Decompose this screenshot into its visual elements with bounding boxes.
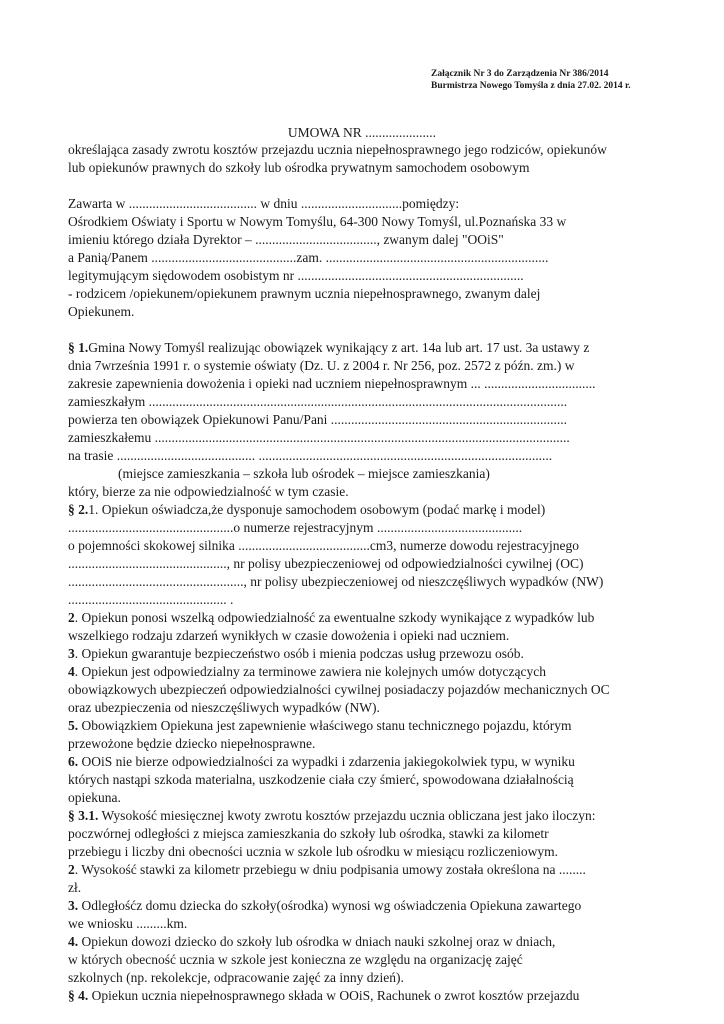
- body-line: [68, 771, 668, 789]
- line-text: poczwórnej odległości z miejsca zamieszkania do szkoły lub ośrodka, stawki za kilometr: [68, 826, 549, 841]
- paragraph-number: 6.: [68, 754, 79, 769]
- line-text: Gmina Nowy Tomyśl realizując obowiązek wynikający z art. 14a lub art. 17 ust. 3a ustawy z: [88, 340, 590, 355]
- line-text: Zawarta w ...................................... w dniu ..............................pomiędzy:: [68, 196, 460, 211]
- line-text: oraz ubezpieczenia od nieszczęśliwych wypadków (NW).: [68, 700, 380, 715]
- header-note-line-1: Załącznik Nr 3 do Zarządzenia Nr 386/2014: [431, 69, 609, 79]
- line-text: - rodzicem /opiekunem/opiekunem prawnym ucznia niepełnosprawnego, zwanym dalej: [68, 286, 541, 301]
- title-text: UMOWA NR .....................: [287, 125, 437, 140]
- body-line: [68, 789, 668, 807]
- line-text: OOiS nie bierze odpowiedzialności za wypadki i zdarzenia jakiegokolwiek typu, w wyniku: [78, 754, 575, 769]
- body-line: [68, 645, 668, 663]
- line-text: zakresie zapewnienia dowożenia i opieki nad uczniem niepełnosprawnym ... .................................: [68, 376, 596, 391]
- body-line: [68, 897, 668, 915]
- line-text: dnia 7września 1991 r. o systemie oświaty (Dz. U. z 2004 r. Nr 256, poz. 2572 z późn. zm.) w: [68, 358, 575, 373]
- line-text: a Panią/Panem ...........................................zam. ..................................................................: [68, 250, 549, 265]
- body-line: [68, 825, 668, 843]
- body-line: [68, 141, 668, 159]
- body-line: [68, 879, 668, 897]
- body-line: [68, 843, 668, 861]
- body-line: [68, 735, 668, 753]
- line-text: . Opiekun jest odpowiedzialny za terminowe zawiera nie kolejnych umów dotyczących: [74, 664, 546, 679]
- line-text: których nastąpi szkoda materialna, uszkodzenie ciała czy śmierć, spowodowana działalnością: [68, 772, 574, 787]
- body-line: [68, 321, 668, 339]
- body-line: [68, 753, 668, 771]
- line-text: . Opiekun ponosi wszelką odpowiedzialność za ewentualne szkody wynikające z wypadków lub: [74, 610, 595, 625]
- line-text: ...................................................., nr polisy ubezpieczeniowej od nieszczęśliwych wypadków (NW): [68, 574, 604, 589]
- line-text: przebiegu i liczby dni obecności ucznia w szkole lub ośrodku w miesiącu rozliczeniowym.: [68, 844, 558, 859]
- body-line: [68, 915, 668, 933]
- body-line: [68, 537, 668, 555]
- body-line: [68, 609, 668, 627]
- paragraph-number: § 3.1.: [68, 808, 99, 823]
- body-line: [68, 555, 668, 573]
- line-text: który, bierze za nie odpowiedzialność w tym czasie.: [68, 484, 349, 499]
- body-line: [68, 447, 668, 465]
- line-text: we wniosku .........km.: [68, 916, 188, 931]
- line-text: ............................................... .: [68, 592, 234, 607]
- line-text: . Opiekun gwarantuje bezpieczeństwo osób i mienia podczas usług przewozu osób.: [74, 646, 524, 661]
- body-line: [68, 861, 668, 879]
- body-line: [68, 411, 668, 429]
- document-body: [68, 141, 668, 1005]
- line-text: Opiekun dowozi dziecko do szkoły lub ośrodka w dniach nauki szkolnej oraz w dniach,: [78, 934, 556, 949]
- paragraph-number: 5.: [68, 718, 79, 733]
- body-line: [68, 303, 668, 321]
- body-line: [68, 465, 668, 483]
- header-note-line-2: Burmistrza Nowego Tomyśla z dnia 27.02. 2014 r.: [431, 81, 631, 91]
- body-line: [68, 285, 668, 303]
- body-line: [68, 249, 668, 267]
- paragraph-number: § 4.: [68, 988, 89, 1003]
- line-text: Opiekunem.: [68, 304, 135, 319]
- body-line: [68, 519, 668, 537]
- line-text: lub opiekunów prawnych do szkoły lub ośrodka prywatnym samochodem osobowym: [68, 160, 530, 175]
- line-text: (miejsce zamieszkania – szkoła lub ośrodek – miejsce zamieszkania): [118, 466, 490, 481]
- line-text: . Wysokość stawki za kilometr przebiegu w dniu podpisania umowy została określona na ........: [74, 862, 586, 877]
- body-line: [68, 717, 668, 735]
- body-line: [68, 663, 668, 681]
- line-text: zamieszkałemu ...........................................................................................................................: [68, 430, 570, 445]
- body-line: [68, 357, 668, 375]
- line-text: przewożone będzie dziecko niepełnosprawne.: [68, 736, 316, 751]
- body-line: [68, 393, 668, 411]
- body-line: [68, 159, 668, 177]
- paragraph-number: 4: [68, 664, 75, 679]
- line-text: w których obecność ucznia w szkole jest konieczna ze względu na organizację zajęć: [68, 952, 523, 967]
- line-text: ..............................................., nr polisy ubezpieczeniowej od odpowiedzialności cywilnej (OC): [68, 556, 584, 571]
- body-line: [68, 195, 668, 213]
- body-line: [68, 339, 668, 357]
- body-line: [68, 231, 668, 249]
- body-line: [68, 483, 668, 501]
- body-line: [68, 429, 668, 447]
- header-note: [431, 68, 631, 92]
- paragraph-number: § 2.: [68, 502, 89, 517]
- body-line: [68, 969, 668, 987]
- body-line: [68, 627, 668, 645]
- line-text: o pojemności skokowej silnika .......................................cm3, numerze dowodu rejestracyjnego: [68, 538, 580, 553]
- line-text: opiekuna.: [68, 790, 121, 805]
- body-line: [68, 807, 668, 825]
- document-title: [0, 124, 724, 142]
- line-text: obowiązkowych ubezpieczeń odpowiedzialności cywilnej posiadaczy pojazdów mechanicznych OC: [68, 682, 610, 697]
- line-text: Odległośćz domu dziecka do szkoły(ośrodka) wynosi wg oświadczenia Opiekuna zawartego: [78, 898, 582, 913]
- line-text: legitymującym sięd​owodem osobistym nr ...................................................................: [68, 268, 524, 283]
- line-text: określająca zasady zwrotu kosztów przejazdu ucznia niepełnosprawnego jego rodziców, opiekunów: [68, 142, 607, 157]
- line-text: wszelkiego rodzaju zdarzeń wynikłych w czasie dowożenia i opieki nad uczniem.: [68, 628, 510, 643]
- body-line: [68, 375, 668, 393]
- body-line: [68, 987, 668, 1005]
- body-line: [68, 699, 668, 717]
- body-line: [68, 177, 668, 195]
- paragraph-number: § 1.: [68, 340, 89, 355]
- paragraph-number: 3: [68, 646, 75, 661]
- paragraph-number: 2: [68, 610, 75, 625]
- line-text: zł.: [68, 880, 82, 895]
- body-line: [68, 681, 668, 699]
- line-text: imieniu którego działa Dyrektor – ...................................., zwanym dalej "OOiS": [68, 232, 504, 247]
- line-text: na trasie ......................................... .......................................................................................: [68, 448, 553, 463]
- body-line: [68, 267, 668, 285]
- line-text: Wysokość miesięcznej kwoty zwrotu kosztów przejazdu ucznia obliczana jest jako iloczyn:: [98, 808, 596, 823]
- body-line: [68, 951, 668, 969]
- line-text: szkolnych (np. rekolekcje, odpracowanie zajęć za inny dzień).: [68, 970, 404, 985]
- line-text: zamieszkałym ............................................................................................................................: [68, 394, 568, 409]
- paragraph-number: 4.: [68, 934, 79, 949]
- body-line: [68, 501, 668, 519]
- line-text: Ośrodkiem Oświaty i Sportu w Nowym Tomyślu, 64-300 Nowy Tomyśl, ul.Poznańska 33 w: [68, 214, 567, 229]
- line-text: 1. Opiekun oświadcza,że dysponuje samochodem osobowym (podać markę i model): [88, 502, 546, 517]
- body-line: [68, 933, 668, 951]
- line-text: powierza ten obowiązek Opiekunowi Panu/Pani ......................................................................: [68, 412, 568, 427]
- body-line: [68, 573, 668, 591]
- line-text: Opiekun ucznia niepełnosprawnego składa w OOiS, Rachunek o zwrot kosztów przejazdu: [88, 988, 580, 1003]
- line-text: .................................................o numerze rejestracyjnym ...........................................: [68, 520, 523, 535]
- body-line: [68, 591, 668, 609]
- paragraph-number: 2: [68, 862, 75, 877]
- paragraph-number: 3.: [68, 898, 79, 913]
- line-text: Obowiązkiem Opiekuna jest zapewnienie właściwego stanu technicznego pojazdu, którym: [78, 718, 572, 733]
- body-line: [68, 213, 668, 231]
